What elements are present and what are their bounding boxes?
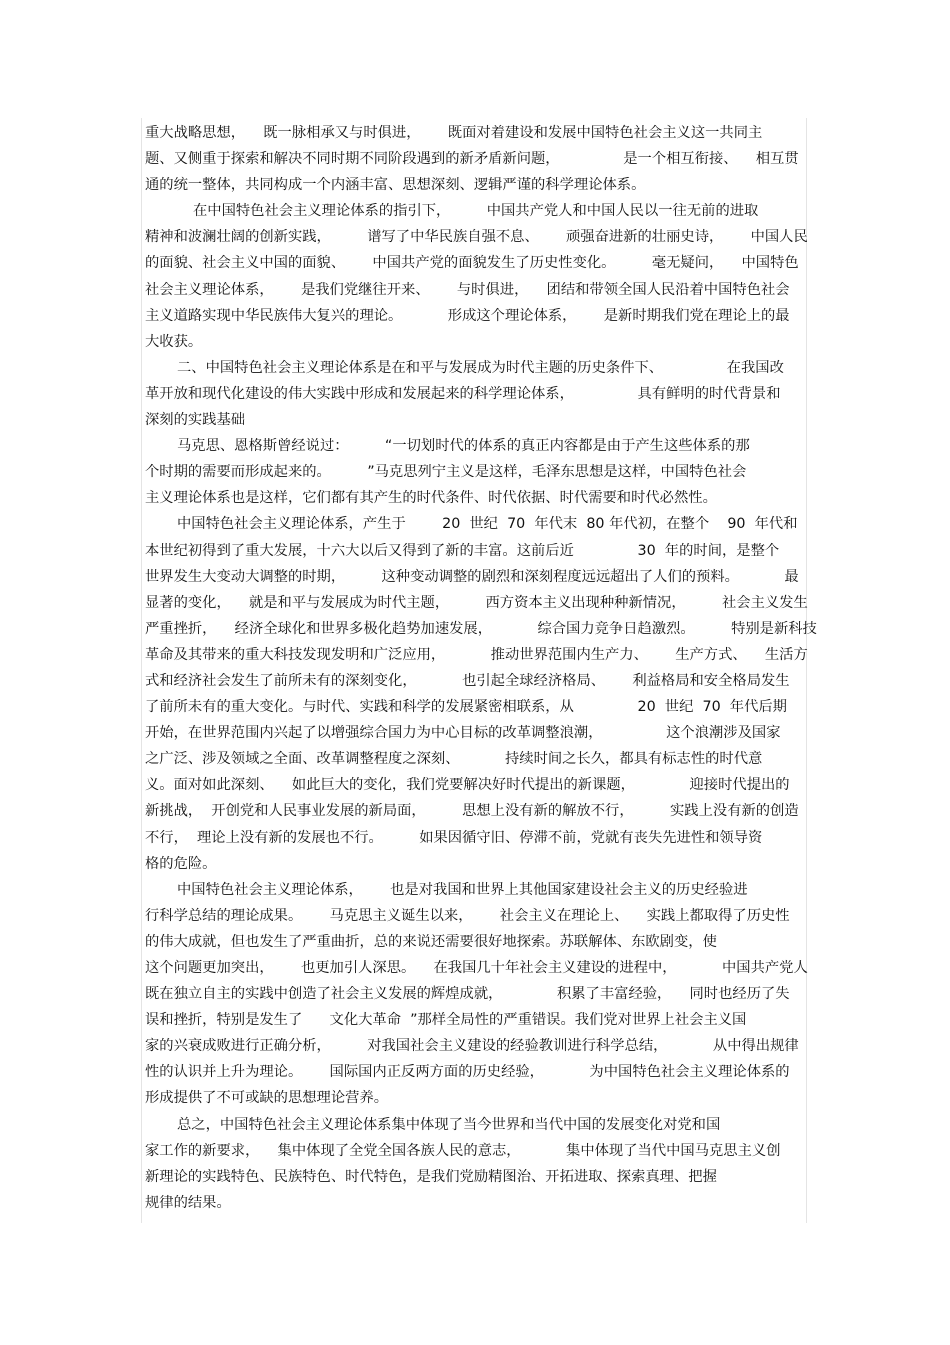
text-line-34: 既在独立自主的实践中创造了社会主义发展的辉煌成就， 积累了丰富经验， 同时也经历了失 xyxy=(145,986,790,1003)
text-line-27: 新挑战， 开创党和人民事业发展的新局面， 思想上没有新的解放不行， 实践上没有新的创造 xyxy=(145,803,799,820)
text-line-31: 行科学总结的理论成果。 马克思主义诞生以来， 社会主义在理论上、 实践上都取得了历史性 xyxy=(145,907,790,924)
text-line-26: 义。面对如此深刻、 如此巨大的变化，我们党要解决好时代提出的新课题， 迎接时代提出的 xyxy=(145,777,790,794)
text-line-22: 式和经济社会发生了前所未有的深刻变化， 也引起全球经济格局、 利益格局和安全格局发生 xyxy=(145,672,790,689)
text-line-33: 这个问题更加突出， 也更加引人深思。 在我国几十年社会主义建设的进程中， 中国共产党人 xyxy=(145,960,808,976)
text-line-1: 重大战略思想， 既一脉相承又与时俱进， 既面对着建设和发展中国特色社会主义这一共同主 xyxy=(145,125,763,141)
text-line-42: 规律的结果。 xyxy=(145,1194,231,1211)
text-line-19: 显著的变化， 就是和平与发展成为时代主题， 西方资本主义出现种种新情况， 社会主义发生 xyxy=(145,594,808,611)
text-line-13: 马克思、恩格斯曾经说过： “一切划时代的体系的真正内容都是由于产生这些体系的那 xyxy=(177,438,750,455)
text-line-35: 误和挫折，特别是发生了 文化大革命 ”那样全局性的严重错误。我们党对世界上社会主义国 xyxy=(145,1012,747,1029)
text-line-11: 革开放和现代化建设的伟大实践中形成和发展起来的科学理论体系， 具有鲜明的时代背景和 xyxy=(145,385,781,402)
text-line-5: 精神和波澜壮阔的创新实践， 谱写了中华民族自强不息、 顽强奋进新的壮丽史诗， 中国人民 xyxy=(145,229,808,246)
text-line-32: 的伟大成就，但也发生了严重曲折，总的来说还需要很好地探索。苏联解体、东欧剧变，使 xyxy=(145,933,717,950)
text-line-29: 格的危险。 xyxy=(145,855,217,872)
text-line-28: 不行， 理论上没有新的发展也不行。 如果因循守旧、停滞不前，党就有丧失先进性和领导资 xyxy=(145,829,763,846)
text-line-6: 的面貌、社会主义中国的面貌、 中国共产党的面貌发生了历史性变化。 毫无疑问， 中国特色 xyxy=(145,255,799,272)
text-line-40: 家工作的新要求， 集中体现了全党全国各族人民的意志， 集中体现了当代中国马克思主义创 xyxy=(145,1142,781,1159)
text-line-12: 深刻的实践基础 xyxy=(145,412,246,429)
text-line-3: 通的统一整体，共同构成一个内涵丰富、思想深刻、逻辑严谨的科学理论体系。 xyxy=(145,177,646,194)
text-line-10: 二、中国特色社会主义理论体系是在和平与发展成为时代主题的历史条件下、 在我国改 xyxy=(177,359,784,376)
page-border-left xyxy=(141,118,142,1223)
text-line-41: 新理论的实践特色、民族特色、时代特色，是我们党励精图治、开拓进取、探索真理、把握 xyxy=(145,1168,717,1185)
text-line-4: 在中国特色社会主义理论体系的指引下， 中国共产党人和中国人民以一往无前的进取 xyxy=(193,203,759,220)
text-line-24: 开始，在世界范围内兴起了以增强综合国力为中心目标的改革调整浪潮， 这个浪潮涉及国家 xyxy=(145,725,781,742)
text-line-18: 世界发生大变动大调整的时期， 这种变动调整的剧烈和深刻程度远远超出了人们的预料。 最 xyxy=(145,568,799,585)
text-line-15: 主义理论体系也是这样，它们都有其产生的时代条件、时代依据、时代需要和时代必然性。 xyxy=(145,490,717,507)
text-line-14: 个时期的需要而形成起来的。 ”马克思列宁主义是这样，毛泽东思想是这样，中国特色社会 xyxy=(145,464,747,481)
text-line-21: 革命及其带来的重大科技发现发明和广泛应用， 推动世界范围内生产力、 生产方式、 生活方 xyxy=(145,646,808,663)
text-line-2: 题、又侧重于探索和解决不同时期不同阶段遇到的新矛盾新问题， 是一个相互衔接、 相互贯 xyxy=(145,151,799,168)
text-line-39: 总之，中国特色社会主义理论体系集中体现了当今世界和当代中国的发展变化对党和国 xyxy=(177,1116,721,1133)
text-line-25: 之广泛、涉及领域之全面、改革调整程度之深刻、 持续时间之长久，都具有标志性的时代意 xyxy=(145,751,763,768)
text-line-38: 形成提供了不可或缺的思想理论营养。 xyxy=(145,1090,389,1107)
text-line-16: 中国特色社会主义理论体系，产生于 20 世纪 70 年代末 80 年代初，在整个 90 年代和 xyxy=(177,516,798,533)
text-line-20: 严重挫折， 经济全球化和世界多极化趋势加速发展， 综合国力竞争日趋激烈。 特别是新科技 xyxy=(145,620,817,637)
text-line-8: 主义道路实现中华民族伟大复兴的理论。 形成这个理论体系， 是新时期我们党在理论上的最 xyxy=(145,307,790,324)
text-line-7: 社会主义理论体系， 是我们党继往开来、 与时俱进， 团结和带领全国人民沿着中国特色社会 xyxy=(145,281,790,298)
text-line-37: 性的认识并上升为理论。 国际国内正反两方面的历史经验， 为中国特色社会主义理论体系的 xyxy=(145,1064,790,1081)
document-body xyxy=(145,120,817,1216)
text-line-36: 家的兴衰成败进行正确分析， 对我国社会主义建设的经验教训进行科学总结， 从中得出规律 xyxy=(145,1038,799,1055)
text-line-23: 了前所未有的重大变化。与时代、实践和科学的发展紧密相联系，从 20 世纪 70 年代后期 xyxy=(145,699,787,716)
text-line-17: 本世纪初得到了重大发展，十六大以后又得到了新的丰富。这前后近 30 年的时间，是整个 xyxy=(145,542,780,559)
text-line-30: 中国特色社会主义理论体系， 也是对我国和世界上其他国家建设社会主义的历史经验进 xyxy=(177,881,748,898)
text-line-9: 大收获。 xyxy=(145,333,203,350)
